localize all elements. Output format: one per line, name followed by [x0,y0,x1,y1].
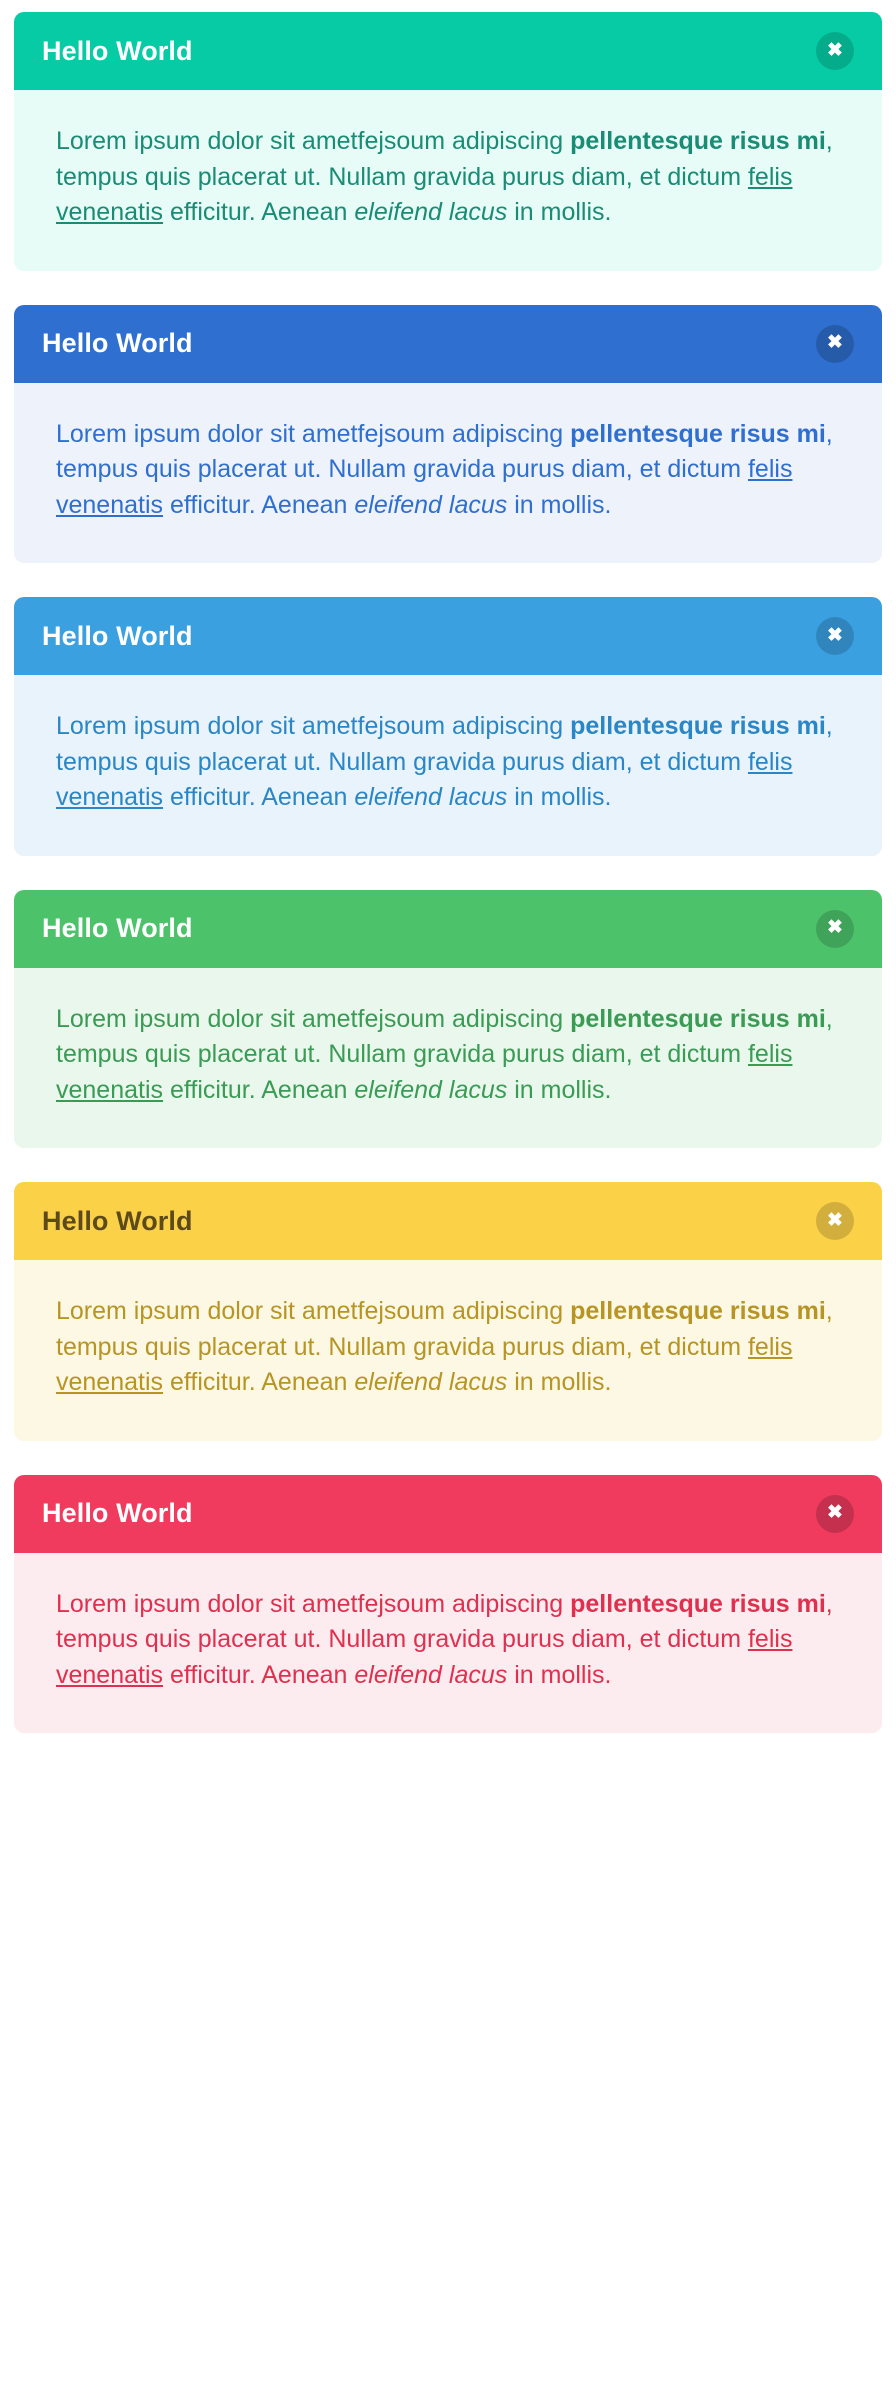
message-lead: Lorem ipsum dolor sit ametfejsoum adipiscing [56,1589,571,1618]
alert-message [56,124,840,231]
close-icon: ✖ [827,332,843,353]
alert-teal [14,12,882,271]
alert-close-button[interactable] [816,1495,854,1533]
alert-blue [14,305,882,564]
message-after-link: efficitur. Aenean [163,198,355,226]
message-link[interactable]: felis venenatis [56,1332,793,1396]
close-icon: ✖ [827,1502,843,1523]
alert-title: Hello World [42,1498,193,1529]
close-icon: ✖ [827,917,843,938]
message-mid: , tempus quis placerat ut. Nullam gravida purus diam, et dictum [56,712,833,776]
alert-header [14,890,882,968]
message-after-link: efficitur. Aenean [163,1660,355,1689]
close-icon: ✖ [827,624,843,646]
alert-red [14,1475,882,1734]
message-tail: in mollis. [507,783,612,811]
alert-header [14,597,882,675]
message-after-link: efficitur. Aenean [163,490,355,519]
message-strong: pellentesque risus mi [570,1004,826,1033]
message-tail: in mollis. [507,198,612,226]
alert-green [14,890,882,1149]
alert-body [14,1260,882,1441]
message-emphasis: eleifend lacus [354,1660,508,1689]
alert-title: Hello World [42,913,193,944]
message-tail: in mollis. [507,1660,612,1689]
message-tail: in mollis. [507,490,612,519]
message-lead: Lorem ipsum dolor sit ametfejsoum adipiscing [56,712,571,740]
alert-body [14,968,882,1149]
alert-close-button[interactable] [816,32,854,70]
message-strong: pellentesque risus mi [570,1297,826,1325]
message-lead: Lorem ipsum dolor sit ametfejsoum adipiscing [56,1004,571,1033]
alert-message [56,1002,840,1109]
message-link[interactable]: felis venenatis [56,1625,793,1689]
message-link[interactable]: felis venenatis [56,455,793,519]
message-after-link: efficitur. Aenean [163,783,355,811]
alert-close-button[interactable] [816,1202,854,1240]
alert-message [56,1294,840,1401]
message-mid: , tempus quis placerat ut. Nullam gravida purus diam, et dictum [56,1297,833,1361]
alert-message [56,417,840,524]
message-tail: in mollis. [507,1368,612,1396]
alert-header [14,12,882,90]
message-emphasis: eleifend lacus [354,198,508,226]
message-tail: in mollis. [507,1075,612,1104]
alert-title: Hello World [42,620,193,651]
alert-body [14,383,882,564]
alert-body [14,675,882,856]
message-mid: , tempus quis placerat ut. Nullam gravida purus diam, et dictum [56,419,833,483]
alert-message [56,709,840,816]
alert-close-button[interactable] [816,325,854,363]
alert-close-button[interactable] [816,910,854,948]
message-lead: Lorem ipsum dolor sit ametfejsoum adipiscing [56,419,571,448]
alert-message [56,1587,840,1694]
message-after-link: efficitur. Aenean [163,1075,355,1104]
alert-close-button[interactable] [816,617,854,655]
message-mid: , tempus quis placerat ut. Nullam gravida purus diam, et dictum [56,1589,833,1653]
message-emphasis: eleifend lacus [354,490,508,519]
alert-yellow [14,1182,882,1441]
message-emphasis: eleifend lacus [354,1075,508,1104]
alert-title: Hello World [42,328,193,359]
message-mid: , tempus quis placerat ut. Nullam gravida purus diam, et dictum [56,1004,833,1068]
alert-header [14,305,882,383]
message-link[interactable]: felis venenatis [56,1040,793,1104]
message-lead: Lorem ipsum dolor sit ametfejsoum adipiscing [56,127,571,155]
message-emphasis: eleifend lacus [354,783,508,811]
message-strong: pellentesque risus mi [570,419,826,448]
close-icon: ✖ [827,1209,843,1231]
message-emphasis: eleifend lacus [354,1368,508,1396]
message-link[interactable]: felis venenatis [56,162,793,226]
message-lead: Lorem ipsum dolor sit ametfejsoum adipiscing [56,1297,571,1325]
message-link[interactable]: felis venenatis [56,747,793,811]
alert-body [14,90,882,271]
message-strong: pellentesque risus mi [570,712,826,740]
message-strong: pellentesque risus mi [570,127,826,155]
alert-title: Hello World [42,35,193,66]
message-after-link: efficitur. Aenean [163,1368,355,1396]
close-icon: ✖ [827,39,843,61]
alert-header [14,1475,882,1553]
alert-header [14,1182,882,1260]
message-strong: pellentesque risus mi [570,1589,826,1618]
alert-lightblue [14,597,882,856]
alert-title: Hello World [42,1205,193,1236]
message-mid: , tempus quis placerat ut. Nullam gravida purus diam, et dictum [56,127,833,191]
alert-body [14,1553,882,1734]
